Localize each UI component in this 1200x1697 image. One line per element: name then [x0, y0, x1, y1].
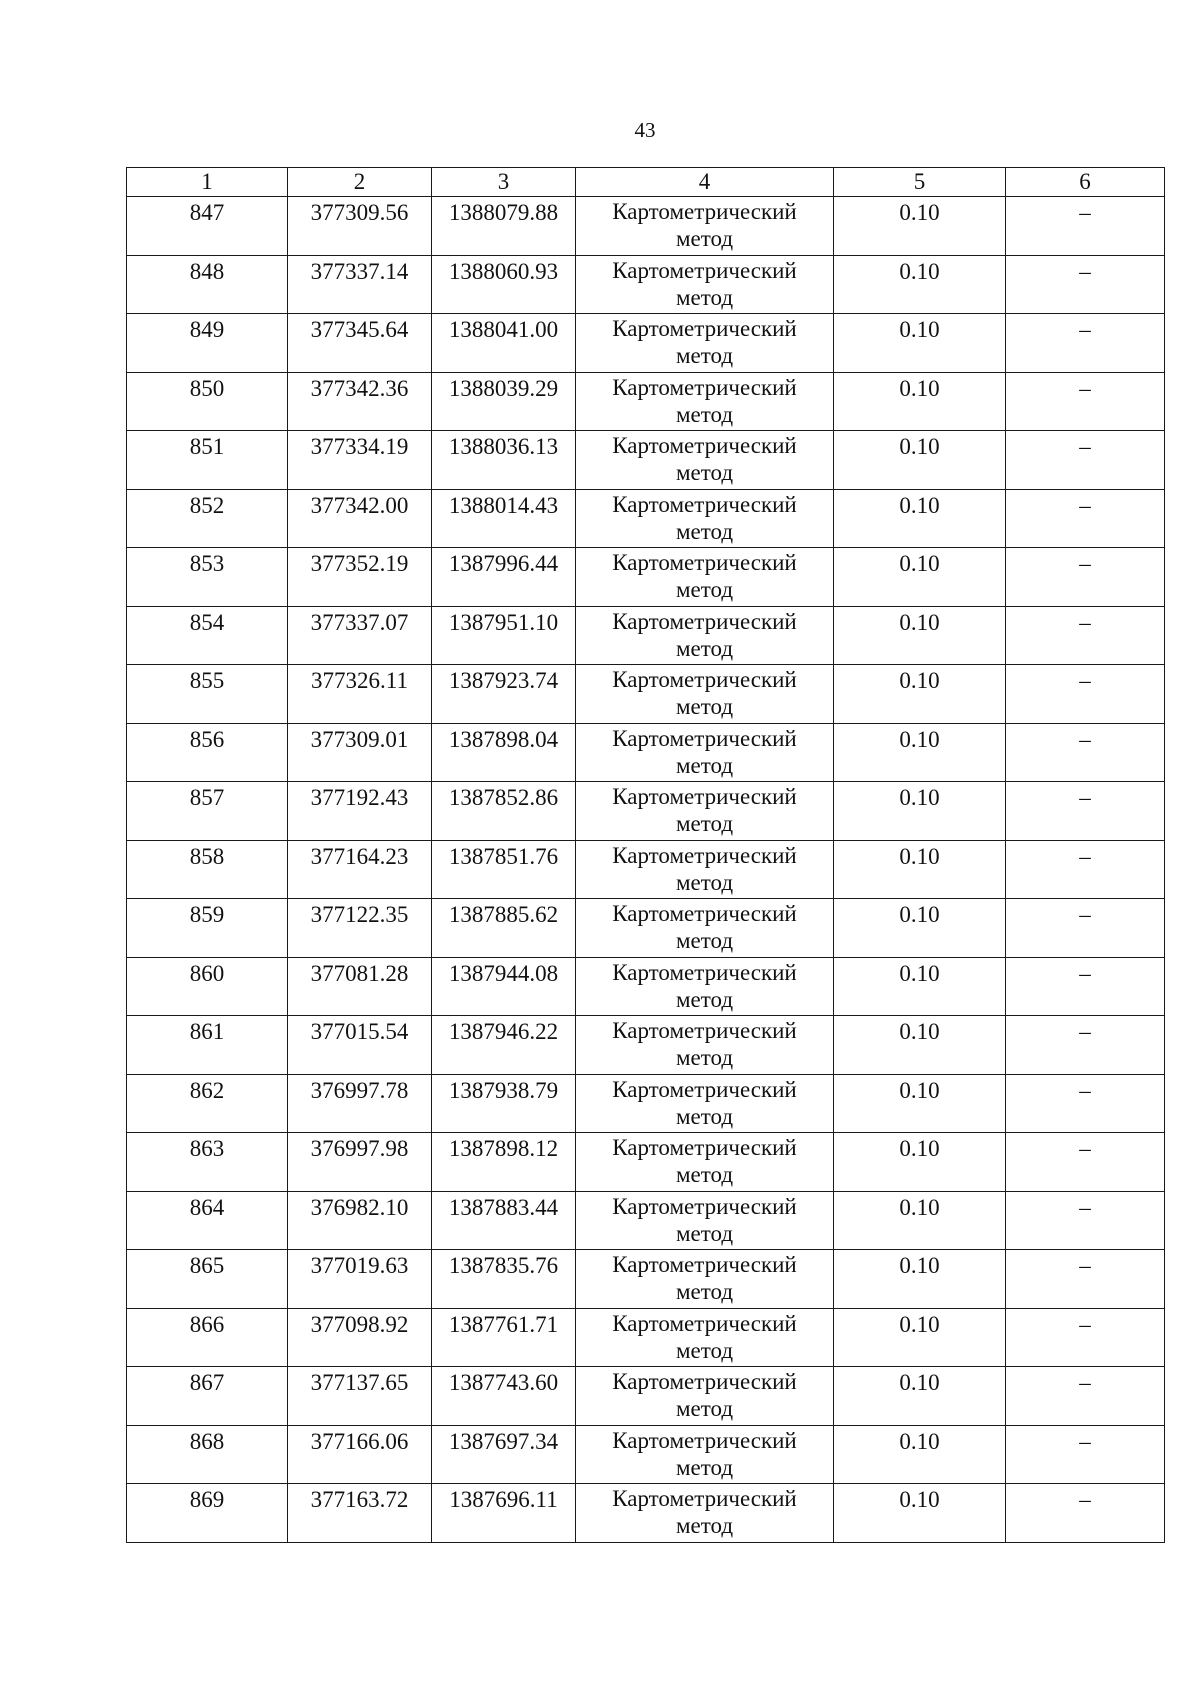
- method-line-1: Картометрический: [612, 1369, 797, 1394]
- table-row: [127, 1425, 1165, 1484]
- x-coordinate-cell: 377192.43: [288, 782, 432, 841]
- note-cell: –: [1006, 899, 1165, 958]
- method-line-2: метод: [675, 401, 734, 427]
- note-cell: –: [1006, 782, 1165, 841]
- x-coordinate-cell: 376982.10: [288, 1191, 432, 1250]
- method-cell: [576, 372, 834, 431]
- method-cell: [576, 606, 834, 665]
- method-cell: [576, 255, 834, 314]
- table-row: [127, 1250, 1165, 1309]
- x-coordinate-cell: 377098.92: [288, 1308, 432, 1367]
- y-coordinate-cell: 1387898.04: [432, 723, 576, 782]
- method-cell: [576, 840, 834, 899]
- point-number-cell: 847: [127, 197, 288, 256]
- header-row: [127, 168, 1165, 197]
- method-cell: [576, 1425, 834, 1484]
- method-line-2: метод: [675, 1337, 734, 1363]
- y-coordinate-cell: 1387697.34: [432, 1425, 576, 1484]
- accuracy-cell: 0.10: [834, 1367, 1006, 1426]
- method-line-1: Картометрический: [612, 608, 797, 634]
- point-number-cell: 857: [127, 782, 288, 841]
- note-cell: –: [1006, 1425, 1165, 1484]
- accuracy-cell: 0.10: [834, 314, 1006, 373]
- method-line-2: метод: [675, 1103, 734, 1129]
- x-coordinate-cell: 377015.54: [288, 1016, 432, 1075]
- method-line-1: Картометрический: [612, 316, 797, 341]
- y-coordinate-cell: 1387946.22: [432, 1016, 576, 1075]
- y-coordinate-cell: 1387696.11: [432, 1484, 576, 1543]
- accuracy-cell: 0.10: [834, 197, 1006, 256]
- x-coordinate-cell: 377352.19: [288, 548, 432, 607]
- method-line-2: метод: [675, 869, 734, 895]
- note-cell: –: [1006, 372, 1165, 431]
- point-number-cell: 868: [127, 1425, 288, 1484]
- accuracy-cell: 0.10: [834, 899, 1006, 958]
- accuracy-cell: 0.10: [834, 665, 1006, 724]
- y-coordinate-cell: 1388079.88: [432, 197, 576, 256]
- column-header-4: 4: [576, 168, 834, 197]
- x-coordinate-cell: 377326.11: [288, 665, 432, 724]
- method-line-2: метод: [675, 1513, 734, 1538]
- method-line-2: метод: [675, 1162, 734, 1187]
- point-number-cell: 865: [127, 1250, 288, 1309]
- table-row: [127, 372, 1165, 431]
- coordinates-table: [126, 167, 1165, 1543]
- x-coordinate-cell: 377137.65: [288, 1367, 432, 1426]
- point-number-cell: 864: [127, 1191, 288, 1250]
- table-row: [127, 1367, 1165, 1426]
- table-row: [127, 957, 1165, 1016]
- accuracy-cell: 0.10: [834, 431, 1006, 490]
- column-header-2: 2: [288, 168, 432, 197]
- method-line-1: Картометрический: [612, 1310, 797, 1336]
- table-body: [127, 197, 1165, 1543]
- y-coordinate-cell: 1387835.76: [432, 1250, 576, 1309]
- method-cell: [576, 665, 834, 724]
- table-row: [127, 840, 1165, 899]
- method-line-1: Картометрический: [612, 842, 797, 868]
- method-line-1: Картометрический: [612, 491, 797, 517]
- table-row: [127, 782, 1165, 841]
- note-cell: –: [1006, 606, 1165, 665]
- table-row: [127, 1308, 1165, 1367]
- accuracy-cell: 0.10: [834, 1074, 1006, 1133]
- method-cell: [576, 197, 834, 256]
- y-coordinate-cell: 1388036.13: [432, 431, 576, 490]
- table-row: [127, 723, 1165, 782]
- method-line-1: Картометрический: [612, 1427, 797, 1453]
- y-coordinate-cell: 1388041.00: [432, 314, 576, 373]
- accuracy-cell: 0.10: [834, 1484, 1006, 1543]
- table-row: [127, 314, 1165, 373]
- method-cell: [576, 1484, 834, 1543]
- method-line-2: метод: [675, 986, 734, 1012]
- method-cell: [576, 431, 834, 490]
- method-line-1: Картометрический: [612, 901, 797, 926]
- method-cell: [576, 899, 834, 958]
- accuracy-cell: 0.10: [834, 1308, 1006, 1367]
- method-line-1: Картометрический: [612, 1135, 797, 1160]
- method-cell: [576, 1133, 834, 1192]
- x-coordinate-cell: 377019.63: [288, 1250, 432, 1309]
- table-row: [127, 255, 1165, 314]
- y-coordinate-cell: 1387996.44: [432, 548, 576, 607]
- y-coordinate-cell: 1387761.71: [432, 1308, 576, 1367]
- note-cell: –: [1006, 314, 1165, 373]
- method-line-1: Картометрический: [612, 550, 797, 575]
- point-number-cell: 850: [127, 372, 288, 431]
- table-row: [127, 899, 1165, 958]
- method-line-1: Картометрический: [612, 1486, 797, 1511]
- note-cell: –: [1006, 1250, 1165, 1309]
- table-row: [127, 431, 1165, 490]
- note-cell: –: [1006, 1367, 1165, 1426]
- x-coordinate-cell: 377166.06: [288, 1425, 432, 1484]
- table-row: [127, 1191, 1165, 1250]
- x-coordinate-cell: 377345.64: [288, 314, 432, 373]
- note-cell: –: [1006, 489, 1165, 548]
- y-coordinate-cell: 1387938.79: [432, 1074, 576, 1133]
- method-line-2: метод: [675, 752, 734, 778]
- y-coordinate-cell: 1387885.62: [432, 899, 576, 958]
- accuracy-cell: 0.10: [834, 1191, 1006, 1250]
- accuracy-cell: 0.10: [834, 606, 1006, 665]
- accuracy-cell: 0.10: [834, 1425, 1006, 1484]
- x-coordinate-cell: 377309.01: [288, 723, 432, 782]
- method-line-2: метод: [675, 577, 734, 602]
- method-line-2: метод: [675, 284, 734, 310]
- note-cell: –: [1006, 431, 1165, 490]
- method-line-1: Картометрический: [612, 667, 797, 692]
- method-line-2: метод: [675, 518, 734, 544]
- method-line-1: Картометрический: [612, 1018, 797, 1043]
- table-row: [127, 1484, 1165, 1543]
- method-cell: [576, 489, 834, 548]
- note-cell: –: [1006, 723, 1165, 782]
- y-coordinate-cell: 1387944.08: [432, 957, 576, 1016]
- y-coordinate-cell: 1388039.29: [432, 372, 576, 431]
- y-coordinate-cell: 1387852.86: [432, 782, 576, 841]
- table-row: [127, 197, 1165, 256]
- note-cell: –: [1006, 1074, 1165, 1133]
- table-row: [127, 665, 1165, 724]
- point-number-cell: 848: [127, 255, 288, 314]
- y-coordinate-cell: 1387851.76: [432, 840, 576, 899]
- point-number-cell: 867: [127, 1367, 288, 1426]
- y-coordinate-cell: 1388060.93: [432, 255, 576, 314]
- point-number-cell: 869: [127, 1484, 288, 1543]
- table-row: [127, 548, 1165, 607]
- method-line-2: метод: [675, 1045, 734, 1070]
- point-number-cell: 858: [127, 840, 288, 899]
- point-number-cell: 853: [127, 548, 288, 607]
- method-cell: [576, 1367, 834, 1426]
- point-number-cell: 856: [127, 723, 288, 782]
- note-cell: –: [1006, 1308, 1165, 1367]
- method-line-2: метод: [675, 1220, 734, 1246]
- x-coordinate-cell: 377122.35: [288, 899, 432, 958]
- x-coordinate-cell: 377309.56: [288, 197, 432, 256]
- x-coordinate-cell: 377342.00: [288, 489, 432, 548]
- y-coordinate-cell: 1387743.60: [432, 1367, 576, 1426]
- accuracy-cell: 0.10: [834, 723, 1006, 782]
- method-line-1: Картометрический: [612, 1193, 797, 1219]
- point-number-cell: 854: [127, 606, 288, 665]
- method-line-1: Картометрический: [612, 199, 797, 224]
- method-line-2: метод: [675, 1454, 734, 1480]
- method-line-2: метод: [675, 928, 734, 953]
- method-cell: [576, 1308, 834, 1367]
- page-number: 43: [634, 118, 656, 142]
- point-number-cell: 855: [127, 665, 288, 724]
- accuracy-cell: 0.10: [834, 957, 1006, 1016]
- accuracy-cell: 0.10: [834, 372, 1006, 431]
- x-coordinate-cell: 377337.14: [288, 255, 432, 314]
- point-number-cell: 851: [127, 431, 288, 490]
- y-coordinate-cell: 1387898.12: [432, 1133, 576, 1192]
- method-cell: [576, 314, 834, 373]
- accuracy-cell: 0.10: [834, 782, 1006, 841]
- column-header-5: 5: [834, 168, 1006, 197]
- method-line-1: Картометрический: [612, 257, 797, 283]
- method-line-1: Картометрический: [612, 1252, 797, 1277]
- note-cell: –: [1006, 957, 1165, 1016]
- accuracy-cell: 0.10: [834, 1133, 1006, 1192]
- x-coordinate-cell: 377081.28: [288, 957, 432, 1016]
- point-number-cell: 861: [127, 1016, 288, 1075]
- method-cell: [576, 1191, 834, 1250]
- note-cell: –: [1006, 665, 1165, 724]
- method-line-1: Картометрический: [612, 433, 797, 458]
- x-coordinate-cell: 376997.98: [288, 1133, 432, 1192]
- point-number-cell: 860: [127, 957, 288, 1016]
- note-cell: –: [1006, 1484, 1165, 1543]
- table-row: [127, 489, 1165, 548]
- method-line-2: метод: [675, 811, 734, 836]
- method-line-1: Картометрический: [612, 374, 797, 400]
- method-cell: [576, 1074, 834, 1133]
- column-header-6: 6: [1006, 168, 1165, 197]
- accuracy-cell: 0.10: [834, 1016, 1006, 1075]
- point-number-cell: 863: [127, 1133, 288, 1192]
- y-coordinate-cell: 1387883.44: [432, 1191, 576, 1250]
- column-header-1: 1: [127, 168, 288, 197]
- y-coordinate-cell: 1387923.74: [432, 665, 576, 724]
- accuracy-cell: 0.10: [834, 840, 1006, 899]
- x-coordinate-cell: 377163.72: [288, 1484, 432, 1543]
- method-line-2: метод: [675, 1279, 734, 1304]
- y-coordinate-cell: 1387951.10: [432, 606, 576, 665]
- x-coordinate-cell: 377164.23: [288, 840, 432, 899]
- x-coordinate-cell: 377337.07: [288, 606, 432, 665]
- method-line-2: метод: [675, 635, 734, 661]
- accuracy-cell: 0.10: [834, 489, 1006, 548]
- table-row: [127, 1133, 1165, 1192]
- point-number-cell: 859: [127, 899, 288, 958]
- note-cell: –: [1006, 1016, 1165, 1075]
- table-row: [127, 1016, 1165, 1075]
- method-line-2: метод: [675, 343, 734, 368]
- table-row: [127, 606, 1165, 665]
- method-cell: [576, 782, 834, 841]
- method-line-1: Картометрический: [612, 1076, 797, 1102]
- x-coordinate-cell: 377334.19: [288, 431, 432, 490]
- method-line-2: метод: [675, 694, 734, 719]
- method-cell: [576, 1250, 834, 1309]
- column-header-3: 3: [432, 168, 576, 197]
- point-number-cell: 866: [127, 1308, 288, 1367]
- table-header: [127, 168, 1165, 197]
- y-coordinate-cell: 1388014.43: [432, 489, 576, 548]
- accuracy-cell: 0.10: [834, 255, 1006, 314]
- note-cell: –: [1006, 1133, 1165, 1192]
- accuracy-cell: 0.10: [834, 1250, 1006, 1309]
- note-cell: –: [1006, 1191, 1165, 1250]
- note-cell: –: [1006, 197, 1165, 256]
- point-number-cell: 849: [127, 314, 288, 373]
- method-line-2: метод: [675, 226, 734, 251]
- method-line-1: Картометрический: [612, 959, 797, 985]
- method-cell: [576, 957, 834, 1016]
- method-cell: [576, 723, 834, 782]
- method-line-2: метод: [675, 1396, 734, 1421]
- method-line-1: Картометрический: [612, 725, 797, 751]
- note-cell: –: [1006, 255, 1165, 314]
- x-coordinate-cell: 376997.78: [288, 1074, 432, 1133]
- accuracy-cell: 0.10: [834, 548, 1006, 607]
- method-line-1: Картометрический: [612, 784, 797, 809]
- method-cell: [576, 548, 834, 607]
- table-row: [127, 1074, 1165, 1133]
- x-coordinate-cell: 377342.36: [288, 372, 432, 431]
- point-number-cell: 862: [127, 1074, 288, 1133]
- method-cell: [576, 1016, 834, 1075]
- note-cell: –: [1006, 548, 1165, 607]
- point-number-cell: 852: [127, 489, 288, 548]
- method-line-2: метод: [675, 460, 734, 485]
- note-cell: –: [1006, 840, 1165, 899]
